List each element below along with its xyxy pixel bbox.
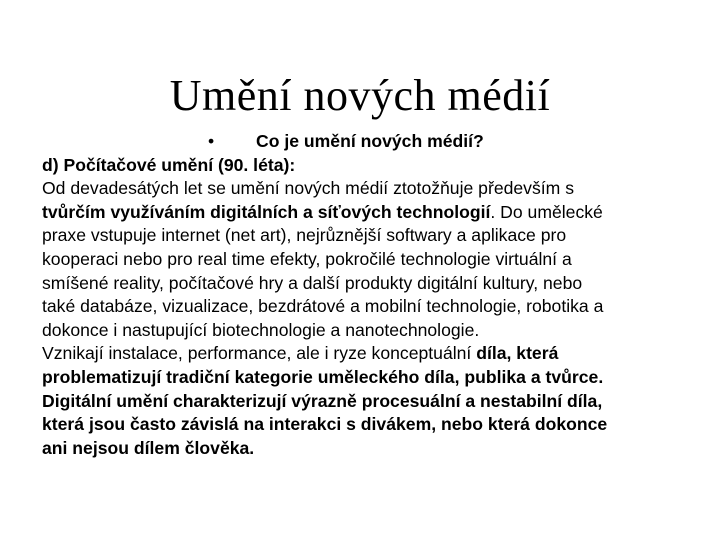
text-run: také databáze, vizualizace, bezdrátové a mobilní technologie, robotika a — [42, 296, 604, 317]
text-run: dokonce i nastupující biotechnologie a nanotechnologie. — [42, 319, 480, 340]
text-run: Od devadesátých let se umění nových médií ztotožňuje především s — [42, 178, 574, 199]
text-line — [42, 272, 702, 296]
slide-title: Umění nových médií — [169, 71, 551, 120]
text-line — [42, 319, 702, 343]
paragraph-1 — [42, 177, 702, 342]
bold-text-run: problematizují tradiční kategorie uměleckého díla, publika a tvůrce. — [42, 366, 604, 387]
bullet-icon: • — [208, 131, 215, 151]
slide-content — [42, 130, 702, 460]
text-run: praxe vstupuje internet (net art), nejrůznější softwary a aplikace pro — [42, 225, 567, 246]
question-text: Co je umění nových médií? — [256, 131, 484, 151]
text-run: Vznikají instalace, performance, ale i ryze konceptuální — [42, 343, 477, 364]
bold-text-run: ani nejsou dílem člověka. — [42, 437, 255, 458]
bullet-question — [42, 130, 702, 154]
text-run: kooperaci nebo pro real time efekty, pokročilé technologie virtuální a — [42, 248, 572, 269]
bold-text-run: tvůrčím využíváním digitálních a síťových technologií — [42, 201, 491, 222]
section-heading: d) Počítačové umění (90. léta): — [42, 154, 296, 175]
text-line — [42, 437, 702, 461]
text-line — [42, 366, 702, 390]
text-line — [42, 248, 702, 272]
paragraph-2 — [42, 342, 702, 460]
bold-text-run: která jsou často závislá na interakci s divákem, nebo která dokonce — [42, 414, 608, 435]
text-line — [42, 342, 702, 366]
text-line — [42, 177, 702, 201]
text-line — [42, 295, 702, 319]
text-run: . Do umělecké — [490, 201, 603, 222]
text-line — [42, 201, 702, 225]
text-line — [42, 390, 702, 414]
text-line — [42, 224, 702, 248]
text-line — [42, 413, 702, 437]
bold-text-run: Digitální umění charakterizují výrazně procesuální a nestabilní díla, — [42, 390, 603, 411]
text-run: smíšené reality, počítačové hry a další produkty digitální kultury, nebo — [42, 272, 583, 293]
bold-text-run: díla, která — [476, 343, 559, 364]
